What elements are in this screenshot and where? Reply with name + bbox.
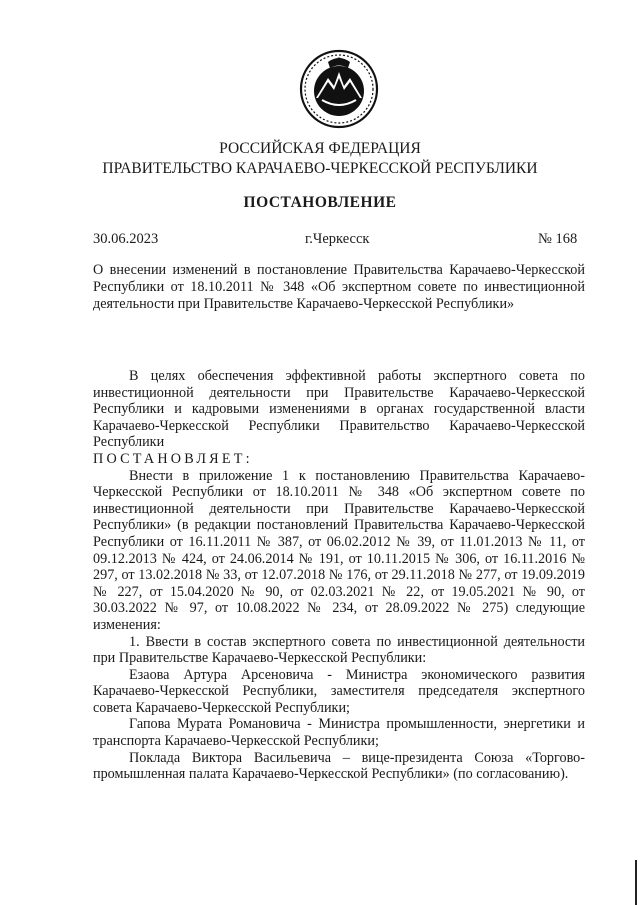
- government-header: ПРАВИТЕЛЬСТВО КАРАЧАЕВО-ЧЕРКЕССКОЙ РЕСПУБЛИКИ: [102, 160, 538, 177]
- body-paragraph: 1. Ввести в состав экспертного совета по инвестиционной деятельности при Правительстве Карачаево-Черкесской Республики:: [93, 633, 585, 667]
- coat-of-arms-emblem: [298, 48, 380, 130]
- document-city: г.Черкесск: [305, 231, 370, 247]
- document-body: [93, 368, 585, 783]
- scan-edge-mark: [635, 860, 637, 905]
- body-paragraph: Езаова Артура Арсеновича - Министра экономического развития Карачаево-Черкесской Республики, заместителя председателя экспертного совета Карачаево-Черкесской Республики;: [93, 666, 585, 716]
- preamble-paragraph: В целях обеспечения эффективной работы экспертного совета по инвестиционной деятельности при Правительстве Карачаево-Черкесской Республики и кадровыми изменениями в органах государственной власти Карачаево-Черкесской Республики Правительство Карачаево-Черкесской Республики: [93, 368, 585, 451]
- document-subject: О внесении изменений в постановление Правительства Карачаево-Черкесской Республики от 18.10.2011 № 348 «Об экспертном совете по инвестиционной деятельности при Правительстве Карачаево-Черкесской Республики»: [93, 262, 585, 313]
- document-number: № 168: [538, 231, 578, 247]
- body-paragraph: Внести в приложение 1 к постановлению Правительства Карачаево-Черкесской Республики от 18.10.2011 № 348 «Об экспертном совете по инвестиционной деятельности при Правительстве Карачаево-Черкесской Республики» (в редакции постановлений Правительства Карачаево-Черкесской Республики от 16.11.2011 № 387, от 06.02.2012 № 39, от 11.01.2013 № 11, от 09.12.2013 № 424, от 24.06.2014 № 191, от 10.11.2015 № 306, от 16.11.2016 № 297, от 13.02.2018 № 33, от 12.07.2018 № 176, от 29.11.2018 № 277, от 19.09.2019 № 227, от 15.04.2020 № 90, от 02.03.2021 № 22, от 19.05.2021 № 90, от 30.03.2022 № 97, от 10.08.2022 № 234, от 28.09.2022 № 275) следующие изменения:: [93, 467, 585, 633]
- country-header: РОССИЙСКАЯ ФЕДЕРАЦИЯ: [219, 140, 421, 157]
- body-paragraph: Гапова Мурата Романовича - Министра промышленности, энергетики и транспорта Карачаево-Черкесской Республики;: [93, 716, 585, 750]
- document-type-title: ПОСТАНОВЛЕНИЕ: [243, 194, 397, 211]
- decree-word: ПОСТАНОВЛЯЕТ:: [93, 450, 253, 467]
- body-paragraph: Поклада Виктора Васильевича – вице-президента Союза «Торгово-промышленная палата Карачаево-Черкесской Республики» (по согласованию).: [93, 749, 585, 783]
- document-date: 30.06.2023: [93, 231, 159, 247]
